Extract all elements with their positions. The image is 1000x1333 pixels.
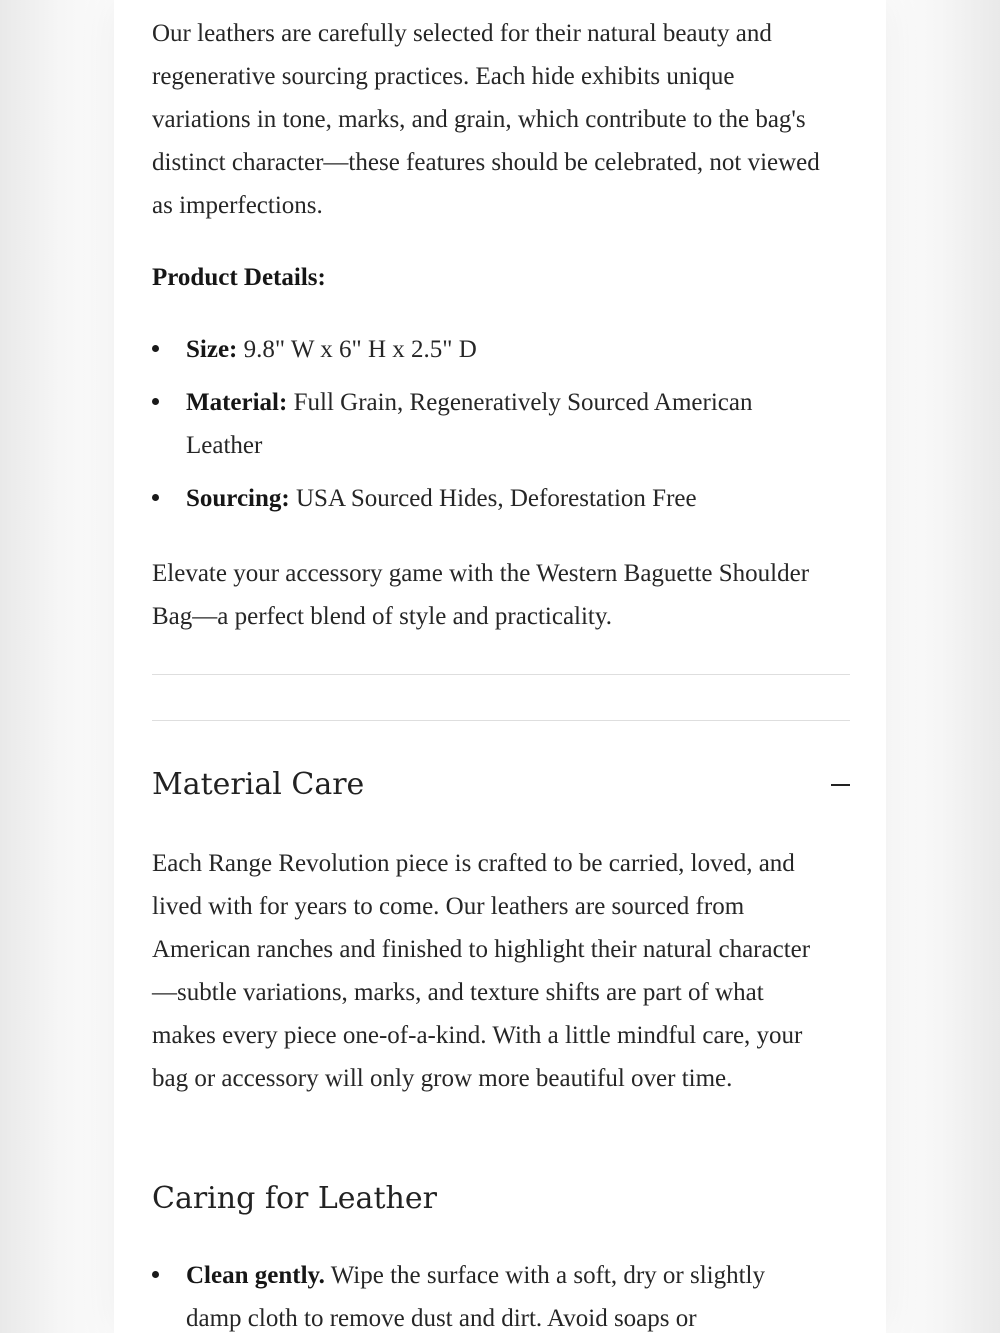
care-item-text: Wipe the surface with a soft, dry or slightly damp cloth to remove dust and dirt. Avoid soaps or [186, 1262, 766, 1332]
detail-value: Full Grain, Regeneratively Sourced American Leather [186, 389, 753, 459]
detail-label: Material: [186, 389, 288, 416]
detail-label: Sourcing: [186, 485, 290, 512]
detail-label: Size: [186, 336, 238, 363]
product-details-list [152, 328, 832, 520]
detail-item-material [152, 381, 832, 467]
minus-icon[interactable] [831, 784, 850, 786]
product-description-panel [114, 0, 886, 1333]
section-divider [152, 720, 850, 721]
caring-for-leather-heading: Caring for Leather [152, 1181, 437, 1216]
detail-value: 9.8" W x 6" H x 2.5" D [237, 336, 477, 363]
care-item-clean-gently [152, 1254, 812, 1333]
material-care-paragraph: Each Range Revolution piece is crafted to be carried, loved, and lived with for years to come. Our leathers are sourced from American ranches and finished to highlight their natural character—subtle variations, marks, and texture shifts are part of what makes every piece one-of-a-kind. With a little mindful care, your bag or accessory will only grow more beautiful over time. [152, 850, 811, 1092]
product-details-heading: Product Details: [152, 264, 326, 291]
material-care-title: Material Care [152, 767, 365, 802]
care-item-label: Clean gently. [186, 1262, 325, 1289]
care-instructions-list [152, 1254, 812, 1333]
bullet-icon [152, 1271, 159, 1278]
section-divider [152, 674, 850, 675]
detail-item-size [152, 328, 832, 371]
bullet-icon [152, 345, 159, 352]
intro-paragraph: Our leathers are carefully selected for their natural beauty and regenerative sourcing practices. Each hide exhibits unique variations in tone, marks, and grain, which contribute to the bag's distinct character—these features should be celebrated, not viewed as imperfections. [152, 20, 820, 219]
closing-paragraph: Elevate your accessory game with the Western Baguette Shoulder Bag—a perfect blend of style and practicality. [152, 560, 810, 630]
detail-item-sourcing [152, 477, 832, 520]
detail-value: USA Sourced Hides, Deforestation Free [289, 485, 697, 512]
bullet-icon [152, 398, 159, 405]
material-care-accordion-header[interactable] [152, 760, 850, 810]
bullet-icon [152, 494, 159, 501]
